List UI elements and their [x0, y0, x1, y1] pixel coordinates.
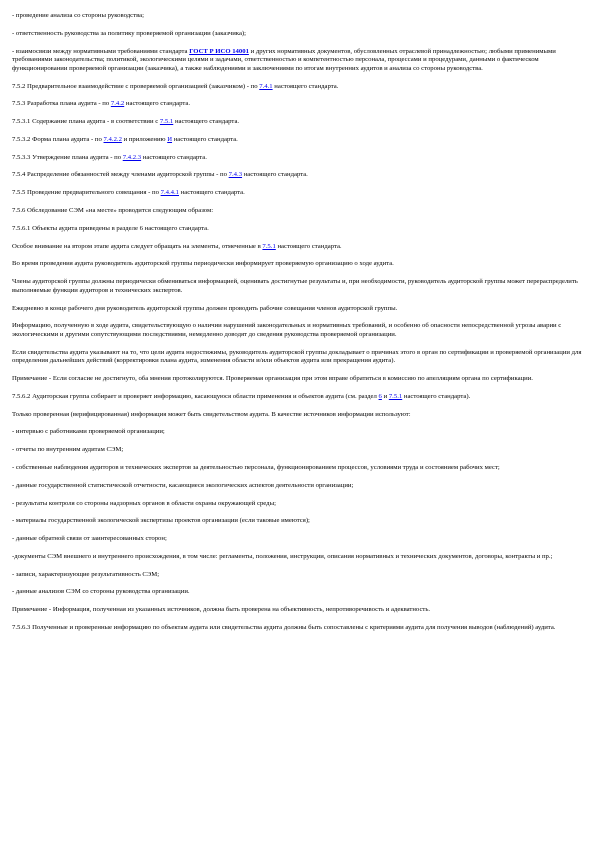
paragraph: [12, 393, 583, 402]
paragraph: [12, 225, 583, 234]
paragraph-text: - отчеты по внутренним аудитам СЭМ;: [12, 446, 124, 454]
paragraph-text: и других нормативных документов, обусловленных отраслевой принадлежностью; любыми применимыми требованиями законодательства; политикой, экологическими целями и задачами, ответственностью и компетентностью персонала, процессами и процедурами, данными о фактическом функционировании проверяемой организации (заказчика), а также наблюдениями и заключениями по итогам внутренних аудитов и анализа со стороны руководства.: [12, 47, 556, 72]
paragraph: [12, 189, 583, 198]
paragraph: [12, 260, 583, 269]
paragraph-text: Во время проведения аудита руководитель аудиторской группы периодически информирует проверяемую организацию о ходе аудита.: [12, 260, 394, 268]
reference-link[interactable]: 7.4.2.2: [103, 135, 122, 143]
reference-link[interactable]: 6: [378, 392, 382, 400]
paragraph: [12, 571, 583, 580]
paragraph: [12, 588, 583, 597]
paragraph: [12, 118, 583, 127]
paragraph-text: и: [381, 392, 389, 400]
paragraph-text: настоящего стандарта).: [402, 392, 471, 400]
paragraph: [12, 517, 583, 526]
paragraph-text: настоящего стандарта.: [172, 135, 238, 143]
paragraph: [12, 428, 583, 437]
paragraph-text: Ежедневно в конце рабочего дня руководитель аудиторской группы должен проводить рабочие совещания членов аудиторской группы.: [12, 304, 398, 312]
paragraph-text: Особое внимание на втором этапе аудита следует обращать на элементы, отмеченные в: [12, 242, 263, 250]
paragraph: [12, 349, 583, 366]
paragraph-text: настоящего стандарта.: [272, 82, 339, 90]
reference-link[interactable]: 7.5.1: [159, 118, 174, 126]
paragraph-text: -документы СЭМ внешнего и внутреннего происхождения, в том числе: регламенты, положения, инструкции, описания нормативных и технических документов, договоры, контракты и пр.;: [12, 552, 553, 560]
paragraph-text: настоящего стандарта.: [141, 153, 207, 161]
paragraph-text: 7.5.6.3 Полученные и проверенные информацию по объектам аудита или свидетельства аудита должны быть сопоставлены с критериями аудита для получения выводов (наблюдений) аудита.: [12, 623, 556, 631]
paragraph: [12, 12, 583, 21]
paragraph-text: настоящего стандарта.: [179, 189, 245, 197]
paragraph-text: настоящего стандарта.: [173, 118, 240, 126]
paragraph: [12, 606, 583, 615]
paragraph-text: - ответственность руководства за политику проверяемой организации (заказчика);: [12, 29, 246, 37]
paragraph: [12, 322, 583, 339]
paragraph-text: - данные анализов СЭМ со стороны руководства организации.: [12, 588, 190, 596]
paragraph: [12, 243, 583, 252]
reference-link[interactable]: 7.4.1: [259, 82, 273, 90]
paragraph: [12, 535, 583, 544]
paragraph: [12, 100, 583, 109]
paragraph-text: Примечание - Если согласие не достигнуто, оба мнения протоколируются. Проверяемая организация при этом вправе обратиться в комиссию по апелляциям органа по сертификации.: [12, 375, 533, 383]
paragraph-text: 7.5.6.1 Объекты аудита приведены в разделе 6 настоящего стандарта.: [12, 224, 209, 232]
paragraph: [12, 207, 583, 216]
paragraph-text: 7.5.3.3 Утверждение плана аудита - по: [12, 153, 123, 161]
paragraph: [12, 171, 583, 180]
paragraph-text: - данные обратной связи от заинтересованных сторон;: [12, 535, 167, 543]
paragraph: [12, 375, 583, 384]
paragraph: [12, 446, 583, 455]
paragraph-text: Примечание - Информация, полученная из указанных источников, должна быть проверена на объективность, непротиворечивость и адекватность.: [12, 606, 431, 614]
paragraph-text: 7.5.6.2 Аудиторская группа собирает и проверяет информацию, касающуюся области применения и объектов аудита (см. раздел: [12, 392, 379, 400]
reference-link[interactable]: И: [167, 135, 173, 143]
reference-link[interactable]: 7.5.1: [262, 242, 276, 250]
paragraph-text: 7.5.3 Разработка плана аудита - по: [12, 100, 111, 108]
paragraph-text: 7.5.5 Проведение предварительного совещания - по: [12, 189, 161, 197]
paragraph-text: Если свидетельства аудита указывают на то, что цели аудита недостижимы, руководитель аудиторской группы докладывает о причинах этого в орган по сертификации и проверяемой организации для определения дальнейших действий (корректировки плана аудита, изменения области и/или объектов аудита или прекращения аудита).: [12, 348, 582, 365]
paragraph-text: 7.5.2 Предварительное взаимодействие с проверяемой организацией (заказчиком) - по: [12, 82, 260, 90]
paragraph-text: - собственные наблюдения аудиторов и технических экспертов за деятельностью персонала, функционированием процессов, условиями труда и состоянием рабочих мест;: [12, 463, 500, 471]
paragraph-text: - данные государственной статистической отчетности, касающиеся экологических аспектов деятельности организации;: [12, 481, 354, 489]
paragraph-text: 7.5.3.2 Форма плана аудита - по: [12, 135, 104, 143]
paragraph-text: - результаты контроля со стороны надзорных органов в области охраны окружающей среды;: [12, 499, 276, 507]
paragraph: [12, 278, 583, 295]
paragraph-text: настоящего стандарта.: [124, 100, 191, 108]
reference-link[interactable]: ГОСТ Р ИСО 14001: [189, 47, 249, 55]
paragraph: [12, 48, 583, 74]
paragraph-text: 7.5.4 Распределение обязанностей между членами аудиторской группы - по: [12, 171, 229, 179]
paragraph: [12, 411, 583, 420]
paragraph: [12, 136, 583, 145]
paragraph-text: настоящего стандарта.: [242, 171, 308, 179]
paragraph: [12, 305, 583, 314]
paragraph-text: Информацию, полученную в ходе аудита, свидетельствующую о наличии нарушений законодательных и нормативных требований, и особенно об опасности непосредственной угрозы аварии с экологическими и другими сопутствующими последствиями, немедленно доводят до сведения руководства проверяемой организации.: [12, 322, 562, 338]
paragraph: [12, 83, 583, 92]
reference-link[interactable]: 7.4.4.1: [160, 189, 179, 197]
paragraph-text: - материалы государственной экологической экспертизы проектов организации (если таковые имеются);: [12, 517, 310, 525]
paragraph-text: настоящего стандарта.: [275, 242, 342, 250]
paragraph-text: Только проверенная (верифицированная) информация может быть свидетельством аудита. В качестве источников информации используют:: [12, 410, 411, 418]
paragraph: [12, 553, 583, 562]
reference-link[interactable]: 7.4.3: [228, 171, 243, 179]
reference-link[interactable]: 7.4.2.3: [122, 153, 142, 161]
paragraph: [12, 464, 583, 473]
reference-link[interactable]: 7.5.1: [388, 392, 403, 400]
paragraph-text: - записи, характеризующие результативность СЭМ;: [12, 570, 160, 578]
paragraph: [12, 30, 583, 39]
paragraph-text: - взаимосвязи между нормативными требованиями стандарта: [12, 47, 190, 55]
paragraph: [12, 482, 583, 491]
paragraph-text: 7.5.6 Обследование СЭМ «на месте» проводится следующим образом:: [12, 207, 214, 214]
paragraph-text: и приложению: [121, 135, 168, 143]
paragraph-text: Члены аудиторской группы должны периодически обмениваться информацией, оценивать достигнутые результаты и, при необходимости, руководитель аудиторской группы может перераспределить выполняемые функции аудиторов и технических экспертов.: [12, 278, 578, 294]
paragraph-text: 7.5.3.1 Содержание плана аудита - в соответствии с: [12, 118, 160, 126]
reference-link[interactable]: 7.4.2: [110, 100, 125, 108]
paragraph-text: - проведение анализа со стороны руководства;: [12, 12, 144, 19]
paragraph: [12, 624, 583, 633]
paragraph-text: - интервью с работниками проверяемой организации;: [12, 428, 165, 436]
paragraph: [12, 154, 583, 163]
paragraph: [12, 500, 583, 509]
